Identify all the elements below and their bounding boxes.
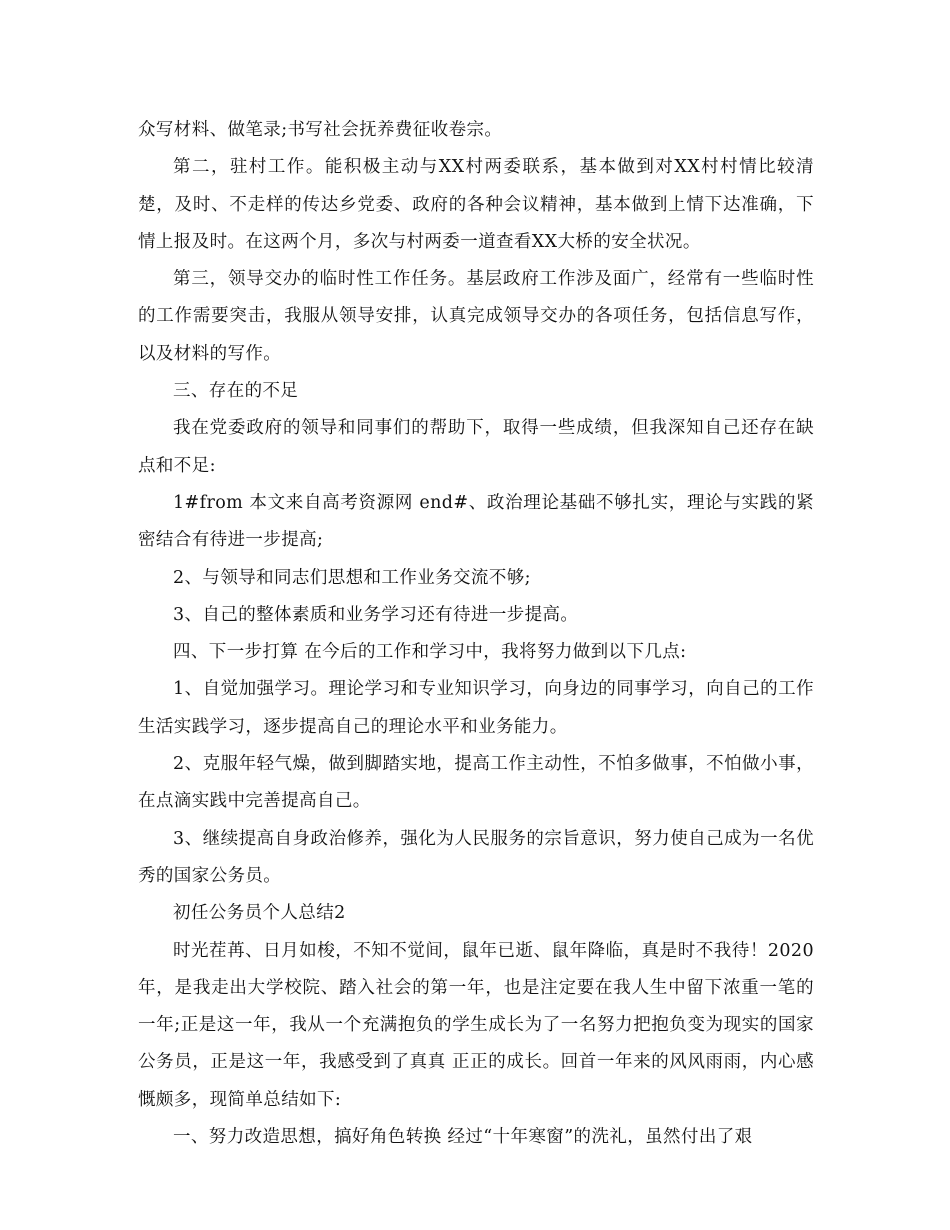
paragraph-shortcomings-intro: 我在党委政府的领导和同事们的帮助下，取得一些成绩，但我深知自己还存在缺点和不足: (138, 418, 814, 476)
list-item-plan-1: 1、自觉加强学习。理论学习和专业知识学习，向身边的同事学习，向自己的工作生活实践学习，逐步提高自己的理论水平和业务能力。 (138, 679, 814, 737)
list-item-shortcoming-3: 3、自己的整体素质和业务学习还有待进一步提高。 (173, 604, 579, 625)
section-heading-shortcomings: 三、存在的不足 (173, 381, 299, 402)
section-heading-next-steps: 四、下一步打算 在今后的工作和学习中，我将努力做到以下几点: (173, 642, 687, 663)
document-body (138, 112, 814, 1156)
list-item-plan-3: 3、继续提高自身政治修养，强化为人民服务的宗旨意识，努力使自己成为一名优秀的国家公务员。 (138, 828, 814, 886)
paragraph-year-review: 时光茬苒、日月如梭，不知不觉间，鼠年已逝、鼠年降临，真是时不我待！2020年，是我走出大学校院、踏入社会的第一年，也是注定要在我人生中留下浓重一笔的一年;正是这一年，我从一个充满抱负的学生成长为了一名努力把抱负变为现实的国家公务员，正是这一年，我感受到了真真 正正的成长。回首一年来的风风雨雨，内心感慨颇多，现简单总结如下: (138, 940, 814, 1110)
list-item-plan-2: 2、克服年轻气燥，做到脚踏实地，提高工作主动性，不怕多做事，不怕做小事，在点滴实践中完善提高自己。 (138, 754, 814, 812)
article-title-summary-2: 初任公务员个人总结2 (173, 903, 346, 924)
paragraph-village-work: 第二，驻村工作。能积极主动与XX村两委联系，基本做到对XX村村情比较清楚，及时、不走样的传达乡党委、政府的各种会议精神，基本做到上情下达准确，下情上报及时。在这两个月，多次与村两委一道查看XX大桥的安全状况。 (138, 157, 814, 252)
section-heading-role-change: 一、努力改造思想，搞好角色转换 经过“十年寒窗”的洗礼，虽然付出了艰 (173, 1127, 753, 1148)
list-item-shortcoming-1: 1#from 本文来自高考资源网 end#、政治理论基础不够扎实，理论与实践的紧密结合有待进一步提高; (138, 492, 814, 551)
paragraph-temporary-tasks: 第三，领导交办的临时性工作任务。基层政府工作涉及面广，经常有一些临时性的工作需要突击，我服从领导安排，认真完成领导交办的各项任务，包括信息写作，以及材料的写作。 (138, 269, 814, 364)
paragraph-continuation: 众写材料、做笔录;书写社会抚养费征收卷宗。 (138, 120, 503, 140)
list-item-shortcoming-2: 2、与领导和同志们思想和工作业务交流不够; (173, 567, 531, 588)
